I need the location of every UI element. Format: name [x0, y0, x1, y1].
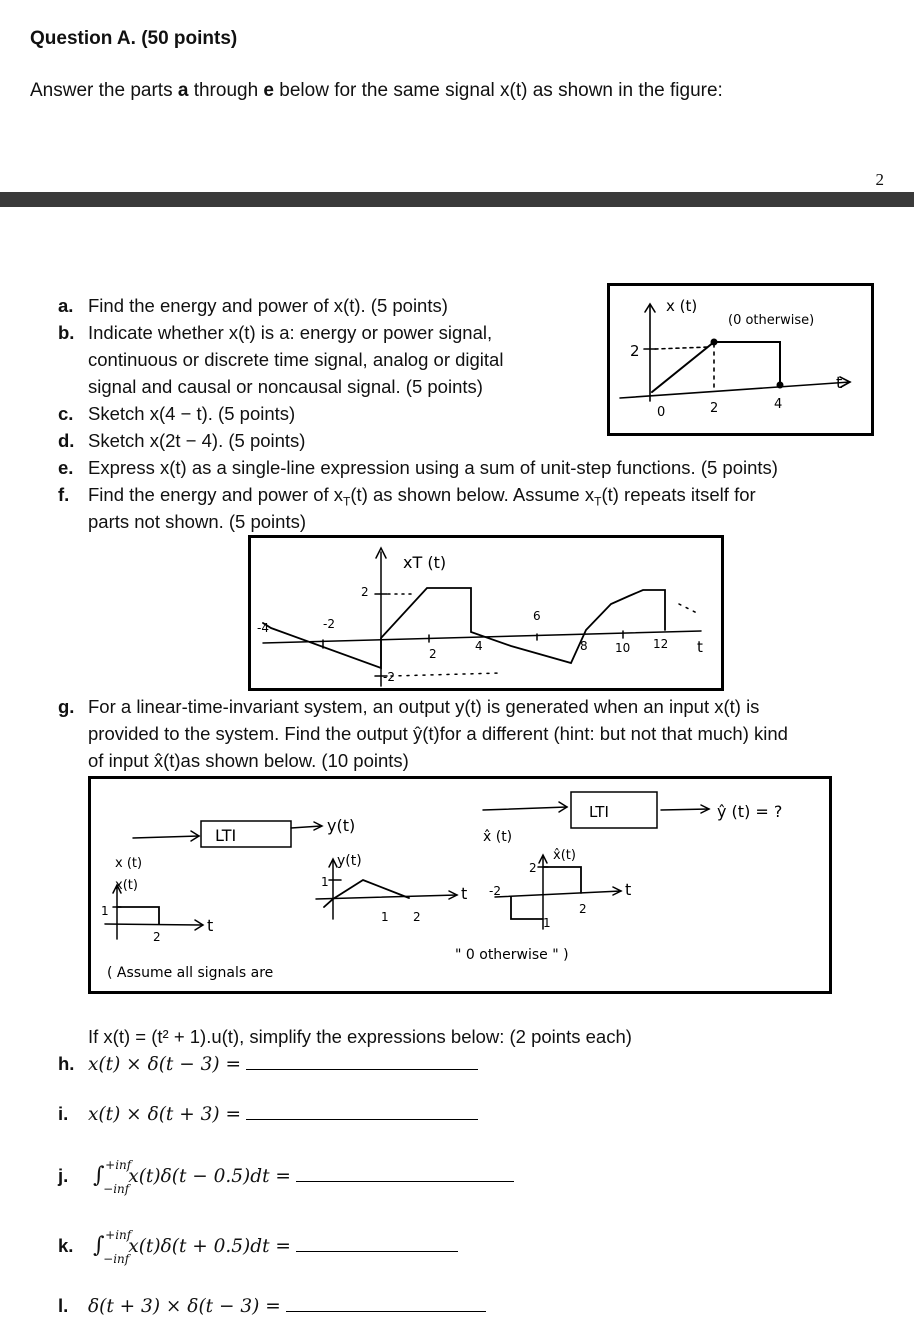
x-tick-8: 8 — [580, 639, 588, 653]
x-tick-4: 4 — [774, 397, 783, 412]
output-arrow-right — [661, 809, 709, 810]
part-l: l. δ(t + 3) × δ(t − 3) = — [58, 1292, 486, 1320]
assume-note: ( Assume all signals are — [107, 965, 274, 981]
x-tick-10: 10 — [615, 641, 631, 655]
xhat-height: 2 — [529, 861, 537, 875]
xhat-input-label: x̂ (t) — [483, 829, 513, 845]
part-g-line2: provided to the system. Find the output ŷ(t)for a different (hint: but not that much) kind — [88, 723, 788, 744]
figure-xt-signal — [248, 535, 724, 691]
answer-blank-i[interactable] — [246, 1101, 478, 1120]
lti-label-right: LTI — [589, 803, 609, 821]
part-b-line2: continuous or discrete time signal, analog or digital — [88, 349, 504, 370]
guide-line — [655, 347, 710, 349]
y-tick-label: 2 — [630, 342, 640, 360]
x-t-label: t — [207, 916, 214, 935]
x-width-label: 2 — [153, 930, 161, 944]
part-f: f. Find the energy and power of $x_T(t)$ as shown below. Assume $x_T(t)$ repeats itself for — [58, 484, 756, 509]
y-output-label: y(t) — [327, 816, 356, 835]
signal-trace — [652, 342, 780, 392]
x-tick-neg2: -2 — [323, 617, 335, 631]
xt-signal-plot — [251, 538, 721, 688]
signal-label: x (t) — [666, 297, 698, 315]
y-t-label: t — [461, 884, 468, 903]
x-rect-pulse — [117, 907, 159, 924]
part-b-line3: signal and causal or noncausal signal. (5 points) — [88, 376, 483, 397]
guide-bottom — [391, 673, 501, 676]
lti-diagram — [91, 779, 829, 991]
input-arrow — [133, 836, 199, 838]
answer-blank-h[interactable] — [246, 1051, 478, 1070]
y-plot-label: y(t) — [337, 853, 362, 869]
xhat-neg: -2 — [489, 884, 501, 898]
part-d: d. Sketch x(2t − 4). (5 points) — [58, 430, 306, 451]
part-a: a. Find the energy and power of x(t). (5 points) — [58, 295, 448, 316]
part-k: k. ∫ +inf −inf x(t)δ(t + 0.5)dt = — [58, 1232, 458, 1260]
t-axis-label: t — [697, 638, 703, 656]
signal-label: xT (t) — [403, 553, 447, 572]
x-axis-h — [105, 924, 201, 925]
xhat-upper-pulse — [543, 867, 581, 893]
part-h: h. x(t) × δ(t − 3) = — [58, 1050, 478, 1078]
xhat-lower-pulse — [511, 897, 543, 919]
answer-blank-l[interactable] — [286, 1293, 486, 1312]
x-signal-plot — [610, 286, 871, 433]
integral-sign: ∫ +inf −inf — [93, 1228, 132, 1266]
page-break-bar — [0, 192, 914, 207]
part-g: g. For a linear-time-invariant system, an output y(t) is generated when an input x(t) is — [58, 696, 760, 717]
x-plot-label: x(t) — [115, 878, 138, 893]
xhat-tick-2: 2 — [579, 902, 587, 916]
part-c: c. Sketch x(4 − t). (5 points) — [58, 403, 296, 424]
y-tick-2-label: 2 — [361, 585, 369, 599]
xhat-t-label: t — [625, 880, 632, 899]
x-tick-neg4: -4 — [257, 621, 269, 635]
y-tick-x2: 2 — [413, 910, 421, 924]
y-tick-1: 1 — [321, 875, 329, 889]
intro-text: Answer the parts a through e below for the same signal x(t) as shown in the figure: — [30, 80, 723, 101]
part-j: j. ∫ +inf −inf x(t)δ(t − 0.5)dt = — [58, 1162, 514, 1190]
y-triangle — [324, 880, 409, 907]
continuation-dots — [679, 604, 697, 613]
x-height-label: 1 — [101, 904, 109, 918]
output-arrow — [291, 826, 321, 828]
lti-block-right — [571, 792, 657, 828]
y-tick-neg2-label: -2 — [383, 670, 395, 684]
point-marker — [711, 339, 718, 346]
xhat-axis-h — [495, 891, 621, 897]
part-g-line3: of input x̂(t)as shown below. (10 points) — [88, 750, 409, 771]
page-number: 2 — [875, 170, 884, 189]
point-marker — [777, 382, 784, 389]
part-b: b. Indicate whether x(t) is a: energy or power signal, — [58, 322, 493, 343]
yhat-output-label: ŷ (t) = ? — [717, 802, 783, 821]
question-title: Question A. (50 points) — [30, 28, 238, 49]
x-tick-0: 0 — [657, 405, 666, 420]
part-e: e. Express x(t) as a single-line expression using a sum of unit-step functions. (5 points) — [58, 457, 778, 478]
x-tick-2: 2 — [429, 647, 437, 661]
part-f-line2: parts not shown. (5 points) — [88, 511, 306, 532]
input-arrow-right — [483, 807, 567, 810]
figure-x-signal — [607, 283, 874, 436]
x-tick-4: 4 — [475, 639, 483, 653]
y-tick-x1: 1 — [381, 910, 389, 924]
answer-blank-k[interactable] — [296, 1233, 458, 1252]
xhat-plot-label: x̂(t) — [553, 848, 576, 863]
figure-lti-system — [88, 776, 832, 994]
x-tick-12: 12 — [653, 637, 669, 651]
given-expression: If x(t) = (t² + 1).u(t), simplify the expressions below: (2 points each) — [88, 1026, 632, 1047]
integral-sign: ∫ +inf −inf — [93, 1158, 132, 1196]
x-tick-6: 6 — [533, 609, 541, 623]
lti-label-left: LTI — [215, 826, 237, 845]
otherwise-note: (0 otherwise) — [728, 313, 815, 328]
xhat-tick-1: 1 — [543, 916, 551, 930]
x-input-label: x (t) — [115, 856, 143, 871]
answer-blank-j[interactable] — [296, 1163, 514, 1182]
part-i: i. x(t) × δ(t + 3) = — [58, 1100, 478, 1128]
x-tick-2: 2 — [710, 401, 719, 416]
otherwise-note: " 0 otherwise " ) — [455, 947, 569, 963]
t-axis-label: t — [836, 373, 843, 392]
